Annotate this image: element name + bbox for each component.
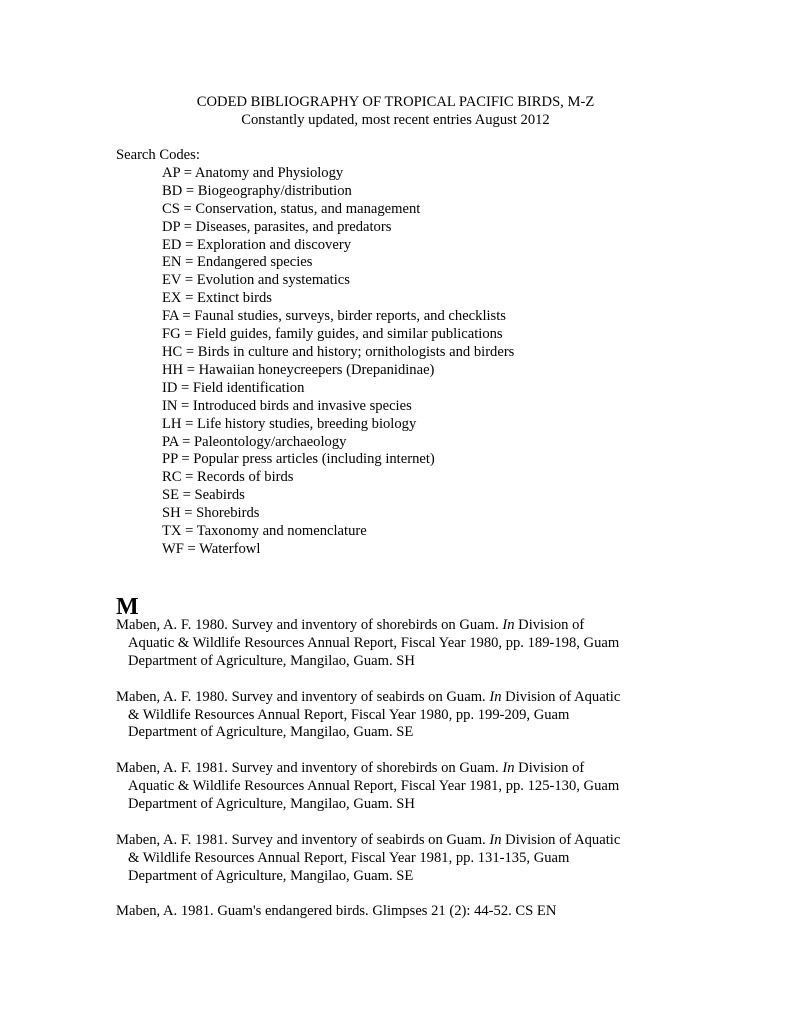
document-title: CODED BIBLIOGRAPHY OF TROPICAL PACIFIC BIRDS, M-Z	[196, 94, 595, 110]
bibliography-entry	[116, 689, 676, 743]
search-code-item: RC = Records of birds	[162, 469, 294, 486]
search-code-item: AP = Anatomy and Physiology	[162, 164, 344, 181]
search-code-item: PP = Popular press articles (including internet)	[162, 451, 435, 468]
entry-text: Division of Aquatic	[501, 831, 621, 848]
search-code-item: HH = Hawaiian honeycreepers (Drepanidinae)	[162, 361, 435, 378]
entry-line: Department of Agriculture, Mangilao, Guam. SE	[128, 724, 414, 741]
search-codes-heading: Search Codes:	[116, 147, 200, 163]
search-code-item: EN = Endangered species	[162, 254, 313, 271]
entry-line	[116, 760, 676, 778]
document-subtitle: Constantly updated, most recent entries August 2012	[241, 111, 550, 128]
search-code-item: LH = Life history studies, breeding biology	[162, 415, 417, 432]
entry-italic-text: In	[502, 617, 515, 633]
entry-italic-text: In	[489, 831, 502, 848]
entry-text: Maben, A. F. 1981. Survey and inventory of seabirds on Guam.	[116, 831, 490, 848]
search-code-item: ED = Exploration and discovery	[162, 236, 351, 253]
entry-text: Maben, A. F. 1981. Survey and inventory of shorebirds on Guam.	[116, 760, 503, 777]
search-code-item: IN = Introduced birds and invasive species	[162, 397, 412, 414]
entry-text: Maben, A. F. 1980. Survey and inventory of shorebirds on Guam.	[116, 617, 503, 633]
search-code-item: SH = Shorebirds	[162, 505, 260, 522]
search-code-item: ID = Field identification	[162, 379, 305, 396]
entry-line	[116, 617, 676, 635]
search-codes-section	[116, 147, 756, 559]
entry-italic-text: In	[489, 688, 502, 705]
search-code-item: FA = Faunal studies, surveys, birder reports, and checklists	[162, 308, 506, 325]
section-letter-heading: M	[116, 594, 139, 620]
entry-line: Department of Agriculture, Mangilao, Guam. SE	[128, 867, 414, 884]
entry-line: Maben, A. 1981. Guam's endangered birds. Glimpses 21 (2): 44-52. CS EN	[116, 903, 557, 920]
search-code-item: FG = Field guides, family guides, and similar publications	[162, 326, 503, 343]
search-code-item: TX = Taxonomy and nomenclature	[162, 523, 367, 540]
entry-italic-text: In	[502, 760, 515, 777]
search-code-item: WF = Waterfowl	[162, 540, 261, 557]
entry-line: & Wildlife Resources Annual Report, Fiscal Year 1981, pp. 131-135, Guam	[128, 849, 570, 866]
search-code-item: PA = Paleontology/archaeology	[162, 433, 347, 450]
bibliography-entries	[116, 617, 676, 939]
search-code-item: SE = Seabirds	[162, 487, 245, 504]
entry-line: Aquatic & Wildlife Resources Annual Report, Fiscal Year 1980, pp. 189-198, Guam	[128, 634, 620, 651]
document-header	[0, 94, 791, 130]
search-codes-list	[116, 165, 756, 559]
bibliography-entry	[116, 617, 676, 671]
bibliography-entry	[116, 832, 676, 886]
entry-line: Aquatic & Wildlife Resources Annual Report, Fiscal Year 1981, pp. 125-130, Guam	[128, 778, 620, 795]
entry-line	[116, 832, 676, 850]
entry-line	[116, 689, 676, 707]
entry-line: Department of Agriculture, Mangilao, Guam. SH	[128, 652, 415, 669]
search-code-item: BD = Biogeography/distribution	[162, 182, 352, 199]
entry-line: Department of Agriculture, Mangilao, Guam. SH	[128, 796, 415, 813]
search-code-item: CS = Conservation, status, and management	[162, 200, 421, 217]
entry-text: Division of	[514, 760, 585, 777]
entry-text: Division of Aquatic	[501, 688, 621, 705]
bibliography-entry	[116, 903, 676, 921]
search-code-item: EX = Extinct birds	[162, 290, 272, 307]
entry-line: & Wildlife Resources Annual Report, Fiscal Year 1980, pp. 199-209, Guam	[128, 706, 570, 723]
entry-text: Maben, A. F. 1980. Survey and inventory of seabirds on Guam.	[116, 688, 490, 705]
bibliography-entry	[116, 760, 676, 814]
search-code-item: HC = Birds in culture and history; ornithologists and birders	[162, 343, 515, 360]
entry-text: Division of	[514, 617, 585, 633]
search-code-item: DP = Diseases, parasites, and predators	[162, 218, 392, 235]
search-code-item: EV = Evolution and systematics	[162, 272, 350, 289]
